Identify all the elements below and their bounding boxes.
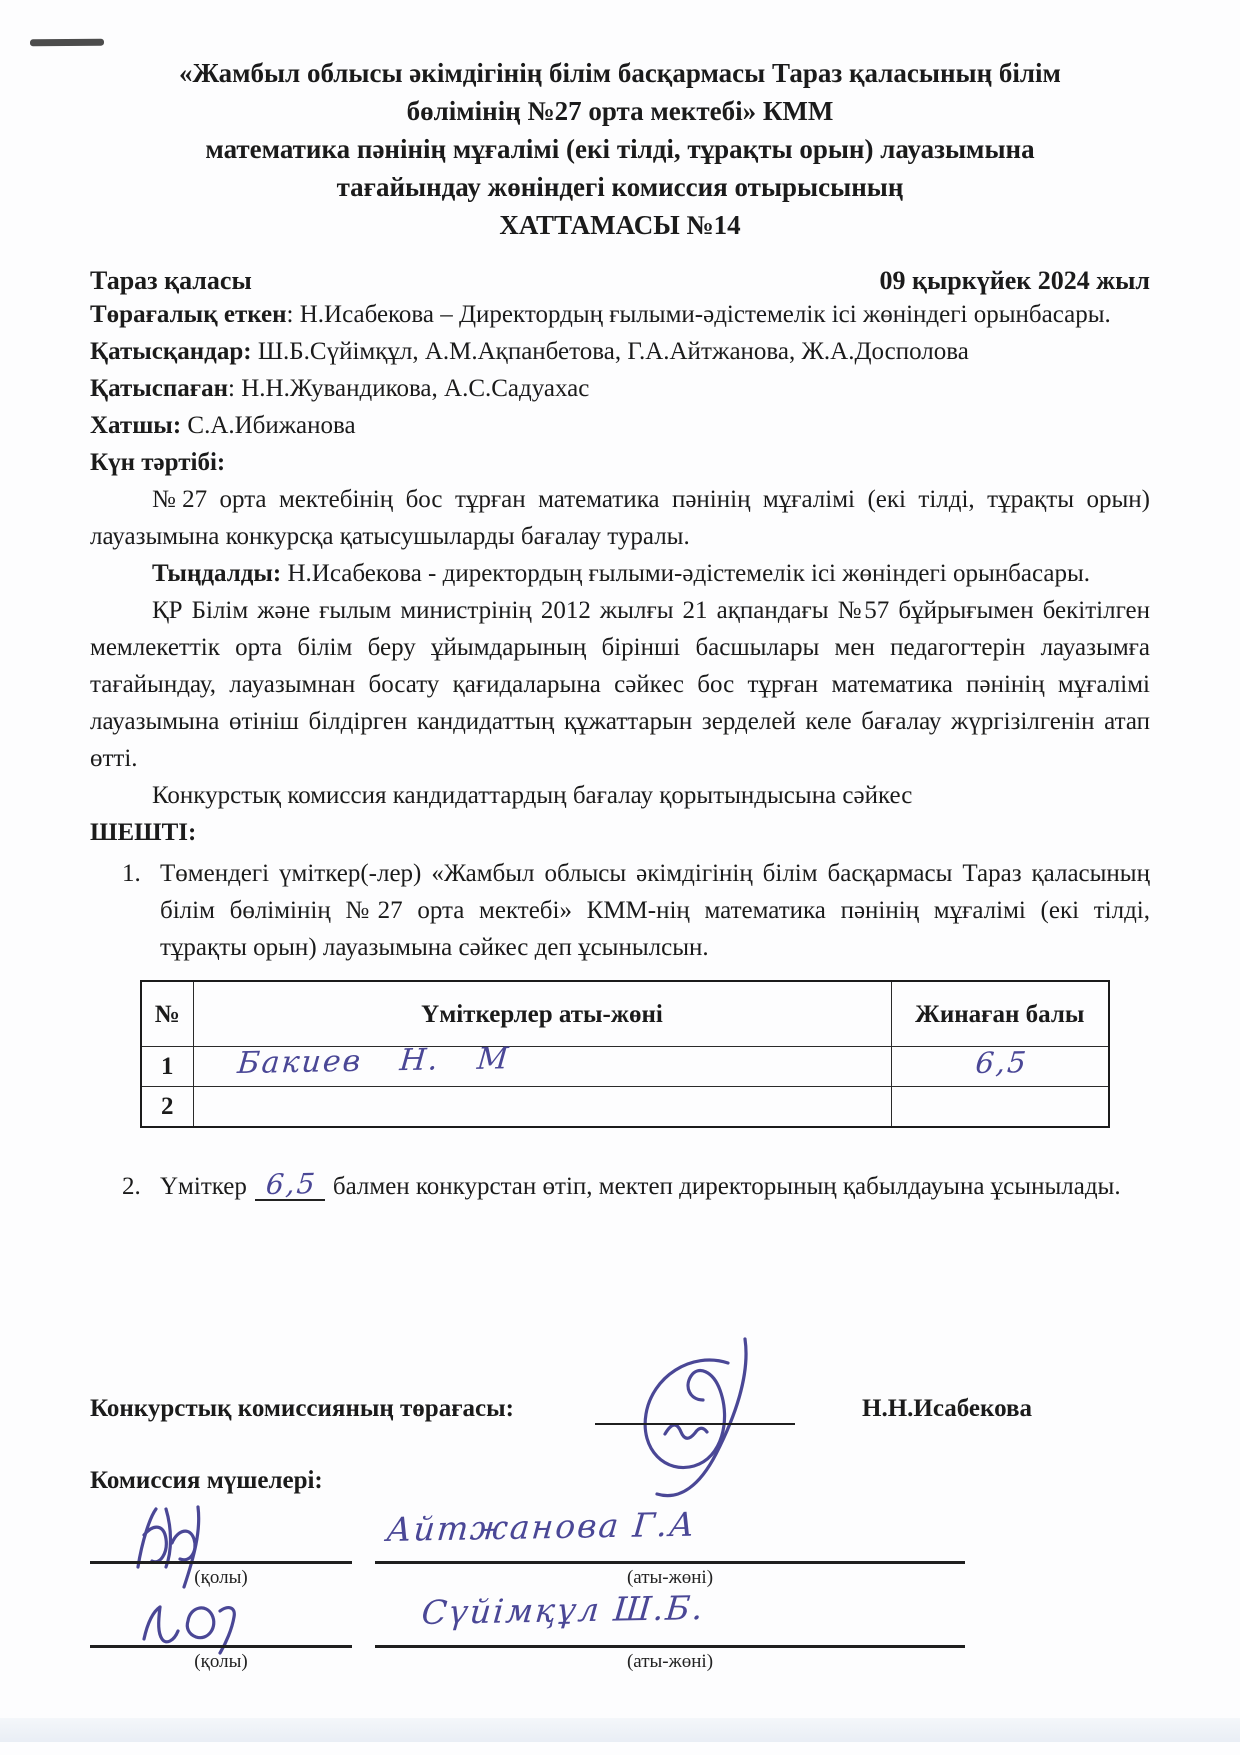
agenda-heading: Күн тәртібі: (90, 449, 226, 476)
chairman-name: Н.Н.Исабекова (862, 1395, 1032, 1422)
chairperson-line (90, 296, 1150, 333)
heard-line (90, 555, 1150, 592)
member-handwritten-name-2: Сүйімқұл Ш.Б. (420, 1588, 707, 1632)
table-cell-score-2 (891, 1087, 1109, 1127)
secretary-value: С.А.Ибижанова (181, 412, 356, 439)
title-line-3: математика пәнінің мұғалімі (екі тілді, тұрақты орын) лауазымына (205, 134, 1035, 164)
table-row (141, 1047, 1109, 1087)
resolution-item-2-text (160, 1168, 1150, 1205)
present-value: Ш.Б.Сүйімқұл, А.М.Ақпанбетова, Г.А.Айтжанова, Ж.А.Досполова (251, 338, 969, 365)
name-caption-2: (аты-жөні) (626, 1651, 714, 1672)
table-header-num: № (141, 981, 193, 1047)
secretary-label: Хатшы: (90, 412, 182, 439)
name-caption-1: (аты-жөні) (626, 1567, 714, 1588)
table-cell-score-1 (891, 1047, 1109, 1087)
table-cell-num-2: 2 (141, 1087, 193, 1127)
table-header-row (141, 981, 1109, 1047)
present-label: Қатысқандар: (90, 338, 252, 365)
member-sign-line-1 (90, 1561, 352, 1564)
resolution-item-1-text: Төмендегі үміткер(-лер) «Жамбыл облысы әкімдігінің білім басқармасы Тараз қаласының білім бөлімінің №27 орта мектебі» КММ-нің математика пәнінің мұғалімі (екі тілді, тұрақты орын) лауазымына сәйкес деп ұсынылсын. (160, 860, 1150, 961)
heard-label: Тыңдалды: (152, 560, 282, 587)
absent-value: : Н.Н.Жувандикова, А.С.Садуахас (228, 375, 590, 402)
secretary-line (90, 407, 1150, 444)
signature-section (90, 1335, 1150, 1755)
scan-artifact-dash (30, 39, 104, 47)
member-name-line-1 (375, 1561, 965, 1564)
chairman-signature-line (595, 1423, 795, 1425)
agenda-paragraph-2: ҚР Білім және ғылым министрінің 2012 жылғы 21 ақпандағы №57 бұйрығымен бекітілген мемлекеттік орта білім беру ұйымдарының бірінші басшылары мен педагогтерін лауазымға тағайындау, лауазымнан босату қағидаларына сәйкес бос тұрған математика пәнінің мұғалімі лауазымына өтініш білдірген кандидаттың құжаттарын зерделей келе бағалау жүргізілгенін атап өтті. (90, 597, 1150, 772)
heard-value: Н.Исабекова - директордың ғылыми-әдістемелік ісі жөніндегі орынбасары. (281, 560, 1091, 587)
handwritten-score-inline: 6,5 (264, 1166, 318, 1201)
city-date-row (90, 266, 1150, 296)
agenda-paragraph-3: Конкурстық комиссия кандидаттардың бағалау қорытындысына сәйкес (152, 782, 913, 809)
chairperson-label: Төрағалық еткен (90, 301, 287, 328)
title-line-4: тағайындау жөніндегі комиссия отырысының (336, 172, 904, 202)
chairman-label: Конкурстық комиссияның төрағасы: (90, 1395, 514, 1422)
member-name-line-2 (375, 1645, 965, 1648)
chairperson-value: : Н.Исабекова – Директордың ғылыми-әдістемелік ісі жөніндегі орынбасары. (286, 301, 1111, 328)
agenda-paragraph-1: №27 орта мектебінің бос тұрған математика пәнінің мұғалімі (екі тілді, тұрақты орын) лауазымына конкурсқа қатысушыларды бағалау туралы. (90, 486, 1150, 550)
sign-caption-2: (қолы) (194, 1651, 248, 1672)
absent-line (90, 370, 1150, 407)
document-title (90, 54, 1150, 244)
date-label: 09 қыркүйек 2024 жыл (879, 266, 1150, 295)
resolution-item-1 (90, 855, 1150, 966)
scan-edge-band (0, 1718, 1240, 1742)
sign-caption-1: (қолы) (194, 1567, 248, 1588)
decided-heading: ШЕШТІ: (90, 819, 197, 846)
resolution-item-2 (90, 1168, 1150, 1205)
table-row (141, 1087, 1109, 1127)
score-blank-line (255, 1166, 325, 1201)
handwritten-score: 6,5 (973, 1045, 1030, 1081)
title-line-2: бөлімінің №27 орта мектебі» КММ (406, 96, 834, 126)
resolution-item-2-number: 2. (122, 1172, 141, 1200)
candidates-score-table (140, 980, 1110, 1128)
present-line (90, 333, 1150, 370)
table-cell-num-1: 1 (141, 1047, 193, 1087)
city-label: Тараз қаласы (90, 266, 252, 295)
members-label: Комиссия мүшелері: (90, 1467, 323, 1494)
table-header-name: Үміткерлер аты-жөні (193, 981, 891, 1047)
item2-suffix: балмен конкурстан өтіп, мектеп директорының қабылдауына ұсынылады. (332, 1172, 1121, 1200)
absent-label: Қатыспаған (90, 375, 229, 402)
member-handwritten-name-1: Айтжанова Г.А (385, 1504, 698, 1549)
resolution-item-1-number: 1. (122, 860, 141, 887)
item2-prefix: Үміткер (160, 1172, 247, 1200)
title-line-5: ХАТТАМАСЫ №14 (499, 210, 741, 240)
title-line-1: «Жамбыл облысы әкімдігінің білім басқармасы Тараз қаласының білім (179, 58, 1061, 88)
table-header-score: Жинаған балы (891, 981, 1109, 1047)
table-cell-name-2 (193, 1087, 891, 1127)
table-cell-name-1 (193, 1041, 891, 1087)
member-sign-line-2 (90, 1645, 352, 1648)
handwritten-candidate-name: Бакиев Н. М (235, 1041, 511, 1082)
